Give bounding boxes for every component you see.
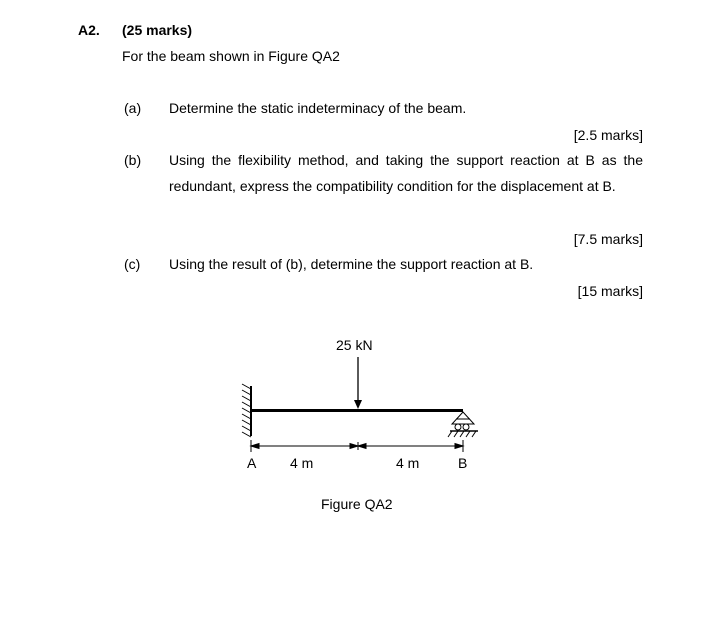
part-b-marks: [7.5 marks] [573,231,643,247]
span-label-left: 4 m [290,455,314,471]
figure-caption: Figure QA2 [321,496,393,512]
question-total-marks: (25 marks) [122,22,193,38]
question-number: A2. [78,22,100,38]
part-c-label: (c) [124,256,141,272]
support-label-a: A [247,455,257,471]
part-a-text: Determine the static indeterminacy of the beam. [169,100,467,116]
span-label-right: 4 m [396,455,420,471]
support-label-b: B [458,455,468,471]
part-c-text: Using the result of (b), determine the support reaction at B. [169,256,534,272]
part-b-text: Using the flexibility method, and taking the support reaction at B as the redundant, express the compatibility condition for the displacement at B. [169,152,643,194]
part-a-label: (a) [124,100,142,116]
part-b-label: (b) [124,152,142,168]
question-intro: For the beam shown in Figure QA2 [122,48,340,64]
part-a-marks: [2.5 marks] [573,127,643,143]
load-label: 25 kN [336,337,373,353]
part-c-marks: [15 marks] [577,283,643,299]
roller-support-b [448,412,478,437]
point-load-arrow [354,357,362,409]
beam [251,409,463,412]
fixed-support-a [242,384,251,437]
dimension-line [251,440,463,452]
